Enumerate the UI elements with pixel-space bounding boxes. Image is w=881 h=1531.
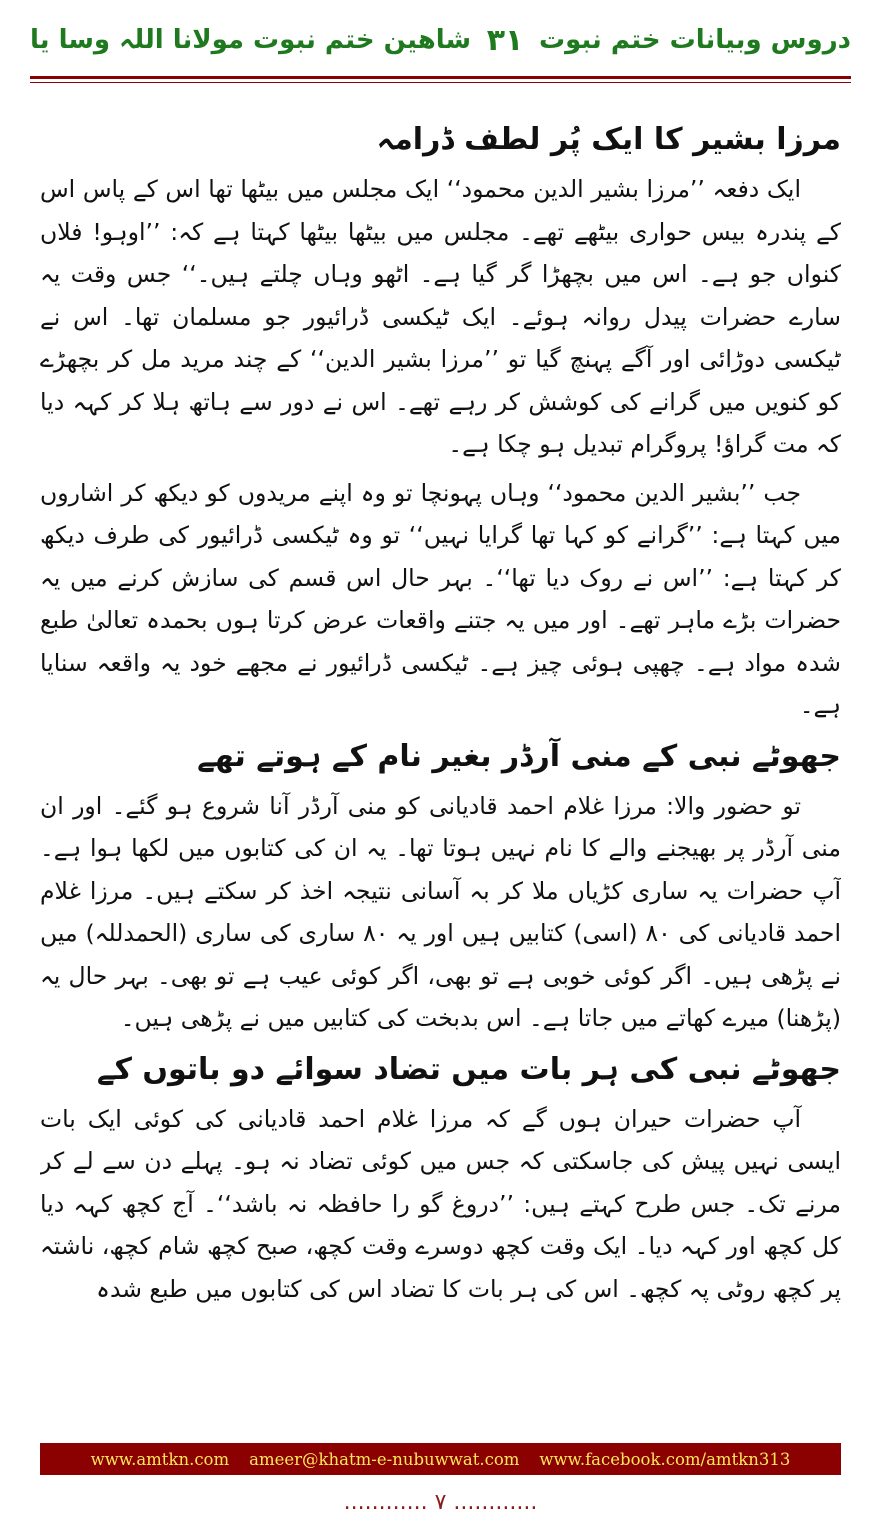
header-left-title: شاھین ختم نبوت مولانا اللہ وسا یا bbox=[30, 25, 472, 55]
section-heading: جھوٹے نبی کے منی آرڈر بغیر نام کے ہوتے تھے bbox=[197, 738, 841, 774]
footer-facebook-link[interactable]: www.facebook.com/amtkn313 bbox=[539, 1449, 791, 1469]
footer-email-link[interactable]: ameer@khatm-e-nubuwwat.com bbox=[249, 1449, 520, 1469]
footer-contact-bar bbox=[40, 1443, 841, 1475]
header-right-title: دروس وبیانات ختم نبوت bbox=[539, 25, 851, 55]
header-rule-thin bbox=[30, 82, 851, 83]
paragraph: ایک دفعہ ’’مرزا بشیر الدین محمود‘‘ ایک مجلس میں بیٹھا تھا اس کے پاس اس کے پندرہ بیس حواری بیٹھے تھے۔ مجلس میں بیٹھا بیٹھا کہتا ہے کہ: ’’اوہو! فلاں کنواں جو ہے۔ اس میں بچھڑا گر گیا ہے۔ اٹھو وہاں چلتے ہیں۔‘‘ جس وقت یہ سارے حضرات پیدل روانہ ہوئے۔ ایک ٹیکسی ڈرائیور جو مسلمان تھا۔ اس نے ٹیکسی دوڑائی اور آگے پہنچ گیا تو ’’مرزا بشیر الدین‘‘ کے چند مرید مل کر بچھڑے کو کنویں میں گرانے کی کوشش کر رہے تھے۔ اس نے دور سے ہاتھ ہلا کر کہہ دیا کہ مت گراؤ! پروگرام تبدیل ہو چکا ہے۔ bbox=[40, 175, 841, 458]
paragraph: تو حضور والا: مرزا غلام احمد قادیانی کو منی آرڈر آنا شروع ہو گئے۔ اور ان منی آرڈر پر بھیجنے والے کا نام نہیں ہوتا تھا۔ یہ ان کی کتابوں میں لکھا ہوا ہے۔ آپ حضرات یہ ساری کڑیاں ملا کر بہ آسانی نتیجہ اخذ کر سکتے ہیں۔ مرزا غلام احمد قادیانی کی ۸۰ (اسی) کتابیں ہیں اور یہ ۸۰ ساری کی ساری (الحمدللہ) میں نے پڑھی ہیں۔ اگر کوئی خوبی ہے تو بھی، اگر کوئی عیب ہے تو بھی۔ بہر حال یہ (پڑھنا) میرے کھاتے میں جاتا ہے۔ اس بدبخت کی کتابیں میں نے پڑھی ہیں۔ bbox=[40, 791, 841, 1032]
page-header bbox=[30, 18, 851, 62]
section-heading: مرزا بشیر کا ایک پُر لطف ڈرامہ bbox=[376, 122, 841, 157]
section-heading: جھوٹے نبی کی ہر بات میں تضاد سوائے دو باتوں کے bbox=[96, 1051, 841, 1087]
header-page-number: ۳۱ bbox=[486, 22, 524, 58]
footer-page-marker: ............ ۷ ............ bbox=[343, 1490, 538, 1515]
header-rule bbox=[30, 76, 851, 79]
paragraph: جب ’’بشیر الدین محمود‘‘ وہاں پہونچا تو وہ اپنے مریدوں کو دیکھ کر اشاروں میں کہتا ہے: ’’گرانے کو کہا تھا گرایا نہیں‘‘ تو وہ ٹیکسی ڈرائیور کی طرف دیکھ کر کہتا ہے: ’’اس نے روک دیا تھا‘‘۔ بہر حال اس قسم کی سازش کرنے میں یہ حضرات بڑے ماہر تھے۔ اور میں یہ جتنے واقعات عرض کرتا ہوں بحمدہ تعالیٰ طبع شدہ مواد ہے۔ چھپی ہوئی چیز ہے۔ ٹیکسی ڈرائیور نے مجھے خود یہ واقعہ سنایا ہے۔ bbox=[40, 478, 841, 719]
paragraph: آپ حضرات حیران ہوں گے کہ مرزا غلام احمد قادیانی کی کوئی ایک بات ایسی نہیں پیش کی جاسکتی کہ جس میں کوئی تضاد نہ ہو۔ پہلے دن سے لے کر مرنے تک۔ جس طرح کہتے ہیں: ’’دروغ گو را حافظہ نہ باشد‘‘۔ آج کچھ کہہ دیا کل کچھ اور کہہ دیا۔ ایک وقت کچھ دوسرے وقت کچھ، صبح کچھ شام کچھ، ناشتہ پر کچھ روٹی پہ کچھ۔ اس کی ہر بات کا تضاد اس کی کتابوں میں طبع شدہ bbox=[40, 1104, 841, 1303]
page-body bbox=[40, 110, 841, 1430]
footer-website-link[interactable]: www.amtkn.com bbox=[90, 1449, 230, 1469]
